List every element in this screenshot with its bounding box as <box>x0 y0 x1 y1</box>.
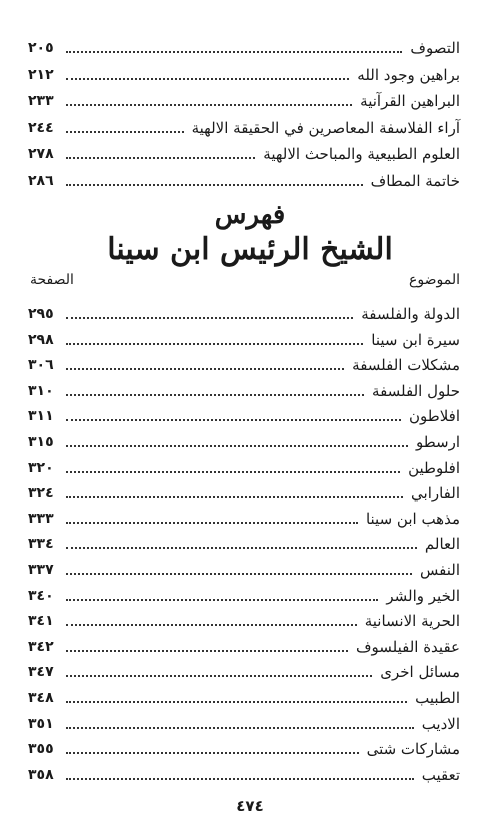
dot-leader <box>66 131 184 133</box>
toc-entry <box>28 584 460 606</box>
dot-leader <box>66 752 359 754</box>
toc-entry-page: ٢١٢ <box>28 66 54 83</box>
toc-entry <box>28 712 460 734</box>
toc-entry <box>28 481 460 503</box>
toc-entry-title: مشكلات الفلسفة <box>352 356 460 375</box>
dot-leader <box>66 599 378 601</box>
dot-leader <box>66 157 255 159</box>
toc-entry-page: ٣٣٤ <box>28 536 54 553</box>
toc-entry-page: ٣٥٥ <box>28 741 54 758</box>
dot-leader <box>66 51 402 53</box>
toc-entry <box>28 116 460 138</box>
dot-leader <box>66 778 414 780</box>
toc-entry <box>28 169 460 191</box>
toc-entry <box>28 532 460 554</box>
toc-entry-title: عقيدة الفيلسوف <box>355 637 460 656</box>
toc-entry-page: ٣٣٧ <box>28 562 54 578</box>
dot-leader <box>66 522 358 524</box>
toc-entry-title: مسائل اخرى <box>380 663 460 682</box>
dot-leader <box>66 419 401 421</box>
dot-leader <box>66 445 408 447</box>
toc-entry <box>28 763 460 785</box>
dot-leader <box>66 624 357 626</box>
toc-entry-page: ٣١٠ <box>28 382 54 399</box>
toc-entry-title: خاتمة المطاف <box>370 171 460 190</box>
toc-entry-title: الاديب <box>421 714 460 733</box>
index-heading: فهرس <box>214 200 286 230</box>
toc-entry-title: مذهب ابن سينا <box>365 509 460 528</box>
dot-leader <box>66 496 403 498</box>
toc-entry <box>28 36 460 58</box>
dot-leader <box>66 317 353 319</box>
toc-entry-page: ٢٠٥ <box>28 40 54 56</box>
toc-entry-page: ٢٧٨ <box>28 146 54 162</box>
toc-entry-page: ٢٩٨ <box>28 331 54 348</box>
toc-entry-page: ٣٣٣ <box>28 510 54 527</box>
toc-entry-page: ٣١٥ <box>28 434 54 450</box>
toc-entry <box>28 456 460 478</box>
toc-entry <box>28 660 460 682</box>
toc-entry-title: آراء الفلاسفة المعاصرين في الحقيقة الالهية <box>191 118 460 137</box>
toc-entry-page: ٣١١ <box>28 408 54 425</box>
toc-entry-title: التصوف <box>410 39 460 57</box>
toc-entry-page: ٢٨٦ <box>28 172 54 189</box>
toc-entry <box>28 558 460 580</box>
toc-entry <box>28 507 460 529</box>
toc-entry-page: ٣٤٧ <box>28 664 54 681</box>
toc-entry-title: براهين وجود الله <box>357 65 460 84</box>
dot-leader <box>66 573 412 575</box>
toc-entry-title: النفس <box>420 561 460 579</box>
toc-entry <box>28 142 460 164</box>
toc-entry-title: مشاركات شتى <box>366 740 460 759</box>
dot-leader <box>66 727 414 729</box>
dot-leader <box>66 368 344 370</box>
toc-entry-page: ٣٤٠ <box>28 587 54 604</box>
page-number: ٤٧٤ <box>236 797 264 815</box>
toc-entry-page: ٣٥١ <box>28 715 54 732</box>
dot-leader <box>66 78 349 80</box>
dot-leader <box>66 104 352 106</box>
toc-entry-page: ٣٢٠ <box>28 459 54 476</box>
toc-entry <box>28 302 460 324</box>
toc-entry-page: ٣٤٨ <box>28 690 54 706</box>
toc-entry-page: ٢٤٤ <box>28 119 54 136</box>
dot-leader <box>66 547 417 549</box>
dot-leader <box>66 675 372 677</box>
column-header-topic: الموضوع <box>409 272 460 288</box>
toc-entry-page: ٣٥٨ <box>28 766 54 783</box>
toc-entry <box>28 379 460 401</box>
toc-entry-title: الخير والشر <box>386 586 460 605</box>
toc-entry <box>28 430 460 452</box>
toc-entry-title: الدولة والفلسفة <box>361 305 460 323</box>
toc-entry-title: حلول الفلسفة <box>372 381 460 400</box>
toc-entry-page: ٣٤١ <box>28 613 54 630</box>
toc-entry-page: ٣٤٢ <box>28 638 54 655</box>
dot-leader <box>66 394 364 396</box>
toc-entry-page: ٣٠٦ <box>28 357 54 374</box>
toc-entry-page: ٢٩٥ <box>28 306 54 322</box>
index-subheading: الشيخ الرئيس ابن سينا <box>107 232 393 267</box>
toc-entry <box>28 328 460 350</box>
dot-leader <box>66 471 400 473</box>
toc-entry-title: الحرية الانسانية <box>364 612 460 631</box>
toc-entry-page: ٣٢٤ <box>28 485 54 502</box>
toc-entry-title: تعقيب <box>421 765 460 784</box>
toc-entry-title: العالم <box>424 535 460 554</box>
toc-entry-title: سيرة ابن سينا <box>371 330 460 349</box>
toc-entry <box>28 404 460 426</box>
dot-leader <box>66 650 348 652</box>
toc-entry <box>28 609 460 631</box>
dot-leader <box>66 343 363 345</box>
toc-entry <box>28 63 460 85</box>
toc-entry-title: ارسطو <box>415 433 460 451</box>
toc-entry <box>28 737 460 759</box>
toc-entry-title: البراهين القرآنية <box>360 92 460 110</box>
toc-entry <box>28 89 460 111</box>
column-header-page: الصفحة <box>30 272 74 288</box>
toc-entry <box>28 353 460 375</box>
toc-entry-title: الفارابي <box>411 484 460 503</box>
toc-entry <box>28 686 460 708</box>
toc-entry-title: العلوم الطبيعية والمباحث الالهية <box>263 145 460 163</box>
toc-entry-page: ٢٣٣ <box>28 93 54 109</box>
dot-leader <box>66 701 407 703</box>
toc-entry-title: افلاطون <box>409 407 460 426</box>
dot-leader <box>66 184 363 186</box>
toc-entry <box>28 635 460 657</box>
toc-entry-title: افلوطين <box>408 458 460 477</box>
toc-entry-title: الطبيب <box>415 689 460 707</box>
